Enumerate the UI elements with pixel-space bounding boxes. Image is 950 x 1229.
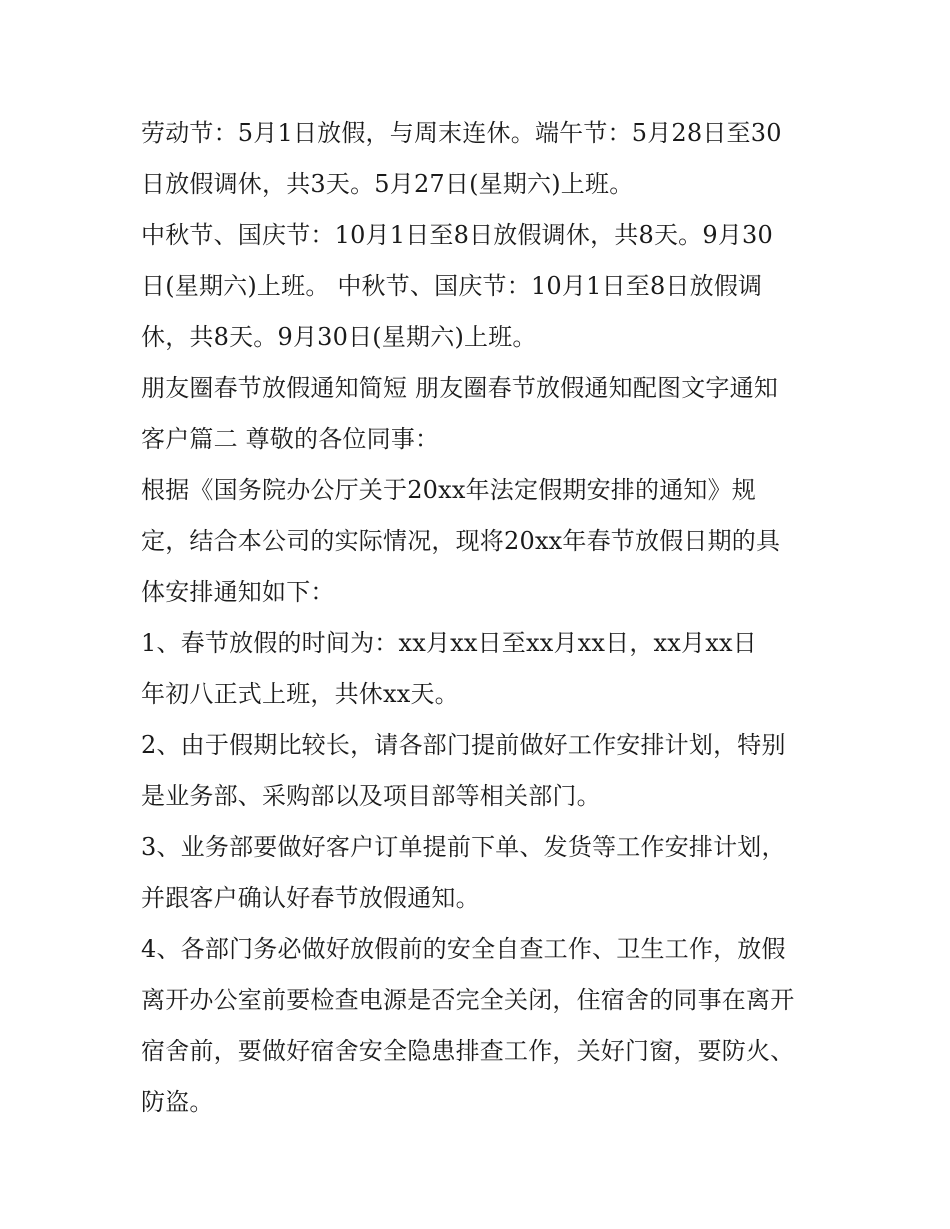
text-line: 中秋节、国庆节：10月1日至8日放假调休，共8天。9月30	[141, 221, 773, 249]
text-line: 离开办公室前要检查电源是否完全关闭，住宿舍的同事在离开	[141, 986, 795, 1014]
text-line: 朋友圈春节放假通知简短 朋友圈春节放假通知配图文字通知	[141, 374, 779, 402]
text-line: 4、各部门务必做好放假前的安全自查工作、卫生工作，放假	[141, 935, 786, 963]
text-line: 体安排通知如下：	[141, 578, 335, 606]
text-line: 3、业务部要做好客户订单提前下单、发货等工作安排计划，	[141, 833, 786, 861]
text-line: 客户篇二 尊敬的各位同事：	[141, 425, 440, 453]
document-body	[141, 108, 821, 1128]
text-line: 根据《国务院办公厅关于20xx年法定假期安排的通知》规	[141, 476, 757, 504]
text-line: 劳动节：5月1日放假，与周末连休。端午节：5月28日至30	[141, 119, 782, 147]
text-line: 日放假调休，共3天。5月27日(星期六)上班。	[141, 170, 634, 198]
text-line: 防盗。	[141, 1088, 214, 1116]
text-line: 年初八正式上班，共休xx天。	[141, 680, 459, 708]
text-line: 日(星期六)上班。 中秋节、国庆节：10月1日至8日放假调	[141, 272, 763, 300]
text-line: 2、由于假期比较长，请各部门提前做好工作安排计划，特别	[141, 731, 786, 759]
text-line: 是业务部、采购部以及项目部等相关部门。	[141, 782, 601, 810]
text-line: 并跟客户确认好春节放假通知。	[141, 884, 480, 912]
text-line: 休，共8天。9月30日(星期六)上班。	[141, 323, 537, 351]
text-line: 宿舍前，要做好宿舍安全隐患排查工作，关好门窗，要防火、	[141, 1037, 795, 1065]
text-line: 1、春节放假的时间为：xx月xx日至xx月xx日，xx月xx日	[141, 629, 757, 657]
text-line: 定，结合本公司的实际情况，现将20xx年春节放假日期的具	[141, 527, 781, 555]
